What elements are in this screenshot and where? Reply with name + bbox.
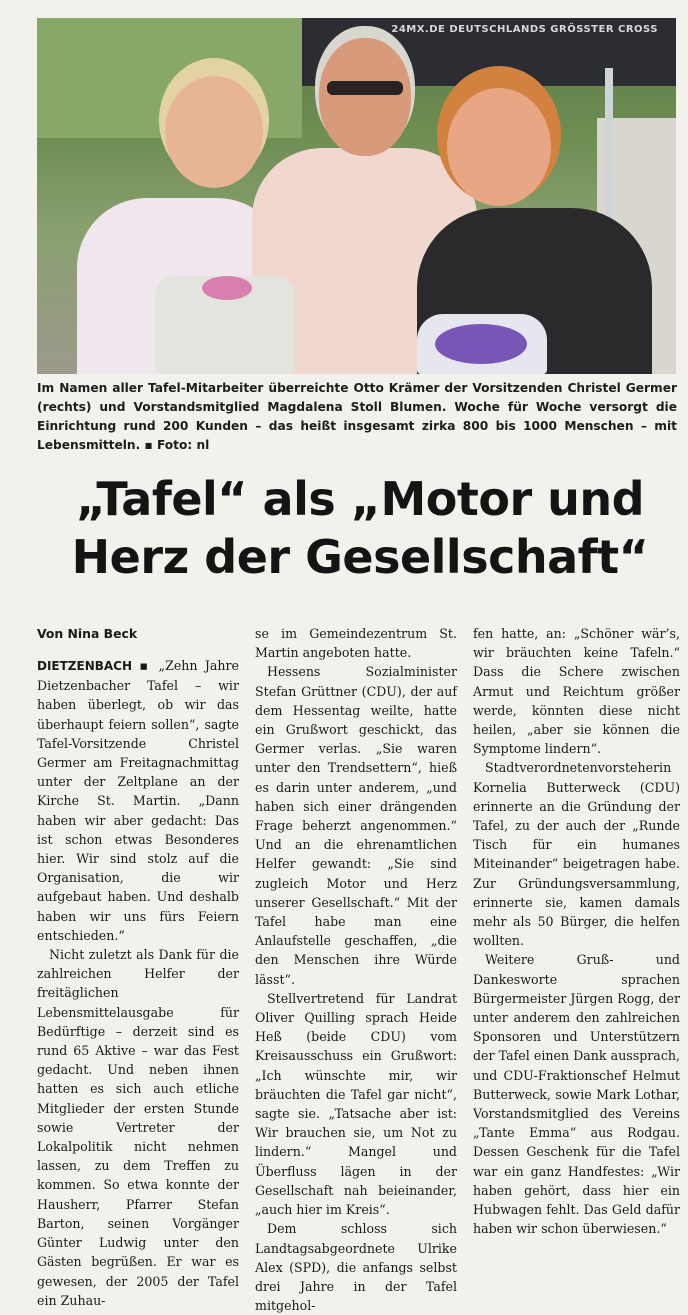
- photo-man-sunglasses: [327, 81, 403, 95]
- photo-caption: Im Namen aller Tafel-Mitarbeiter überreichte Otto Krämer der Vorsitzenden Christel Germer (rechts) und Vorstandsmitglied Magdalena Stoll Blumen. Woche für Woche versorgt die Einrichtung rund 200 Kunden – das heißt insgesamt zirka 800 bis 1000 Menschen – mit Lebensmitteln. ▪ Foto: nl: [37, 381, 677, 452]
- paragraph: se im Gemeindezentrum St. Martin angeboten hatte.: [255, 626, 457, 661]
- dateline: DIETZENBACH: [37, 659, 133, 673]
- photo-woman-left-head: [165, 76, 263, 188]
- article-headline: [40, 470, 680, 586]
- paragraph: fen hatte, an: „Schöner wär’s, wir bräuchten keine Tafeln.“ Dass die Schere zwischen Armut und Reichtum größer werde, könnten diese nicht heilen, „aber sie können die Symptome lindern“.: [473, 626, 680, 757]
- paragraph: Stadtverordnetenvorsteherin Kornelia Butterweck (CDU) erinnerte an die Gründung der Tafel, zu der auch der „Runde Tisch für ein humanes Miteinander“ beigetragen habe. Zur Gründungsversammlung, erinnerte sie, kamen damals mehr als 50 Bürger, die helfen wollten.: [473, 760, 680, 949]
- article-column-3: [473, 624, 680, 1239]
- photo-man-center-head: [319, 38, 411, 156]
- paragraph: Hessens Sozialminister Stefan Grüttner (CDU), der auf dem Hessentag weilte, hatte ein Grußwort geschickt, das Germer verlas. „Sie waren unter den Trendsettern“, hieß es darin unter anderem, „und haben sich einer drängenden Frage beherzt angenommen.“ Und an die ehrenamtlichen Helfer gewandt: „Sie sind zugleich Motor und Herz unserer Gesellschaft.“ Mit der Tafel habe man eine Anlaufstelle geschaffen, „die den Menschen ihre Würde lässt“.: [255, 664, 457, 987]
- article-body: [37, 624, 680, 1314]
- paragraph: [37, 656, 239, 945]
- article-column-2: [255, 624, 457, 1315]
- byline: Von Nina Beck: [37, 626, 138, 641]
- photo-tent-text: 24MX.DE DEUTSCHLANDS GRÖSSTER CROSS: [391, 24, 658, 35]
- paragraph: Weitere Gruß- und Dankesworte sprachen Bürgermeister Jürgen Rogg, der unter anderem den zahlreichen Sponsoren und Unterstützern der Tafel einen Dank aussprach, und CDU-Fraktionschef Helmut Butterweck, sowie Mark Lothar, Vorstandsmitglied des Vereins „Tante Emma“ aus Rodgau. Dessen Geschenk für die Tafel war ein ganz Handfestes: „Wir haben gehört, dass hier ein Hubwagen fehlt. Das Geld dafür haben wir schon überwiesen.“: [473, 952, 680, 1237]
- paragraph: Nicht zuletzt als Dank für die zahlreichen Helfer der freitäglichen Lebensmittelausgabe für Bedürftige – derzeit sind es rund 65 Aktive – war das Fest gedacht. Und neben ihnen hatten es sich auch etliche Mitglieder der ersten Stunde sowie Vertreter der Lokalpolitik nicht nehmen lassen, zu dem Treffen zu kommen. So etwa konnte der Hausherr, Pfarrer Stefan Barton, seinen Vorgänger Günter Ludwig unter den Gästen begrüßen. Er war es gewesen, der 2005 der Tafel ein Zuhau-: [37, 947, 239, 1308]
- photo-flowers-left: [202, 276, 252, 300]
- paragraph-text: ▪ „Zehn Jahre Dietzenbacher Tafel – wir haben überlegt, ob wir das überhaupt feiern sollen“, sagte Tafel-Vorsitzende Christel Germer am Freitagnachmittag unter der Zeltplane an der Kirche St. Martin. „Dann haben wir aber gedacht: Das ist schon etwas Besonderes hier. Wir sind stolz auf die Organisation, die wir aufgebaut haben. Und deshalb haben wir uns fürs Feiern entschieden.“: [37, 658, 239, 943]
- headline-line-2: Herz der Gesellschaft“: [71, 530, 649, 584]
- paragraph: Dem schloss sich Landtagsabgeordnete Ulrike Alex (SPD), die anfangs selbst drei Jahre in der Tafel mitgehol-: [255, 1221, 457, 1314]
- photo-flowers-right: [435, 324, 527, 364]
- headline-line-1: „Tafel“ als „Motor und: [75, 472, 645, 526]
- photo-woman-right-head: [447, 88, 551, 206]
- article-column-1: [37, 624, 239, 1310]
- article-photo: [37, 18, 676, 374]
- paragraph: Stellvertretend für Landrat Oliver Quilling sprach Heide Heß (beide CDU) vom Kreisausschuss ein Grußwort: „Ich wünschte mir, wir bräuchten die Tafel gar nicht“, sagte sie. „Tatsache aber ist: Wir brauchen sie, um Not zu lindern.“ Mangel und Überfluss lägen in der Gesellschaft nah beieinander, „auch hier im Kreis“.: [255, 990, 457, 1218]
